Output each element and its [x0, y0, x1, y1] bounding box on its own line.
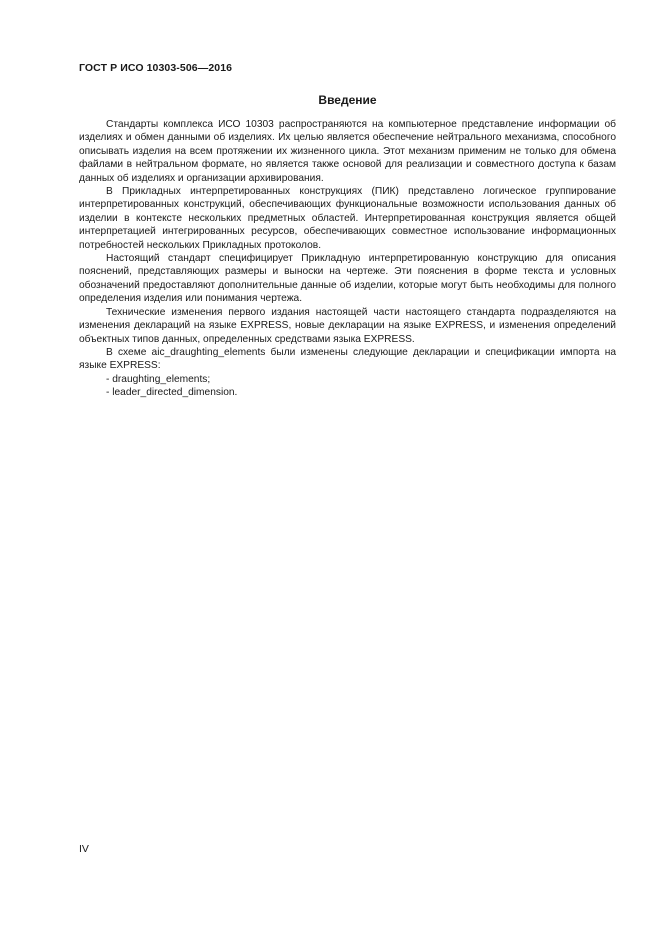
- list-item: - draughting_elements;: [106, 373, 211, 385]
- introduction-body: [79, 118, 616, 400]
- paragraph: В Прикладных интерпретированных конструкциях (ПИК) представлено логическое группирование интерпретированных конструкций, обеспечивающих функциональные возможности использования данных об изделии в контексте нескольких предметных областей. Интерпретированная конструкция является общей интерпретацией интегрированных ресурсов, обеспечивающих совместное использование информационных потребностей нескольких Прикладных протоколов.: [79, 186, 616, 251]
- declaration-list: [79, 373, 616, 400]
- paragraph: Технические изменения первого издания настоящей части настоящего стандарта подразделяются на изменения деклараций на языке EXPRESS, новые декларации на языке EXPRESS, и изменения определений объектных типов данных, определенных средствами языка EXPRESS.: [79, 306, 616, 345]
- document-header: ГОСТ Р ИСО 10303-506—2016: [79, 62, 233, 74]
- paragraph: Настоящий стандарт специфицирует Прикладную интерпретированную конструкцию для описания пояснений, представляющих размеры и выноски на чертеже. Эти пояснения в форме текста и условных обозначений предоставляют дополнительные данные об изделии, которые могут быть необходимы для полного определения изделия или понимания чертежа.: [79, 253, 616, 305]
- section-title: Введение: [318, 93, 377, 107]
- paragraph: Стандарты комплекса ИСО 10303 распространяются на компьютерное представление информации об изделиях и обмен данными об изделиях. Их целью является обеспечение нейтрального механизма, способного описывать изделия на всем протяжении их жизненного цикла. Этот механизм применим не только для обмена файлами в нейтральном формате, но является также основой для реализации и совместного доступа к базам данных об изделиях и организации архивирования.: [79, 119, 616, 184]
- page-number: IV: [79, 843, 89, 855]
- paragraph: В схеме aic_draughting_elements были изменены следующие декларации и спецификации импорта на языке EXPRESS:: [79, 346, 616, 372]
- list-item: - leader_directed_dimension.: [106, 387, 238, 399]
